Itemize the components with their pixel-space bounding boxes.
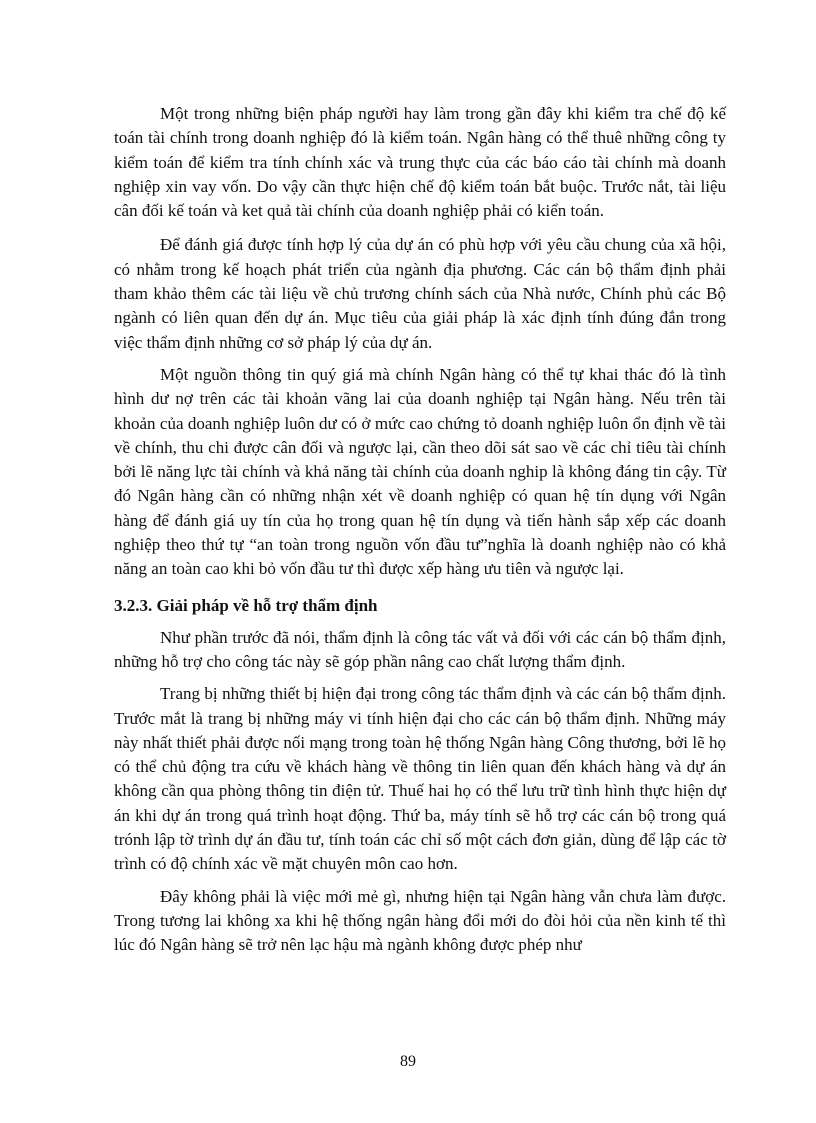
document-page xyxy=(114,102,726,970)
section-heading: 3.2.3. Giải pháp về hỗ trợ thẩm định xyxy=(114,595,378,615)
paragraph-project-legality: Để đánh giá được tính hợp lý của dự án có phù hợp với yêu cầu chung của xã hội, có nhằm trong kế hoạch phát triển của ngành địa phương. Các cán bộ thẩm định phải tham khảo thêm các tài liệu về chủ trương chính sách của Nhà nước, Chính phủ các Bộ ngành có liên quan đến dự án. Mục tiêu của giải pháp là xác định tính đúng đắn trong việc thẩm định những cơ sở pháp lý của dự án. xyxy=(114,235,726,352)
paragraph-appraisal-support: Như phần trước đã nói, thẩm định là công tác vất vả đối với các cán bộ thẩm định, những hỗ trợ cho công tác này sẽ góp phần nâng cao chất lượng thẩm định. xyxy=(114,627,726,671)
page-number: 89 xyxy=(400,1053,416,1070)
paragraph-audit: Một trong những biện pháp người hay làm trong gần đây khi kiểm tra chế độ kế toán tài chính trong doanh nghiệp đó là kiểm toán. Ngân hàng có thể thuê những công ty kiểm toán để kiểm tra tính chính xác và trung thực của các báo cáo tài chính mà doanh nghiệp xin vay vốn. Do vậy cần thực hiện chế độ kiểm toán bắt buộc. Trước nắt, tài liệu cân đối kế toán và ket quả tài chính của doanh nghiệp phải có kiển toán. xyxy=(114,104,726,221)
paragraph-modern-equipment: Trang bị những thiết bị hiện đại trong công tác thẩm định và các cán bộ thẩm định. Trước mắt là trang bị những máy vi tính hiện đại cho các cán bộ thẩm định. Những máy này nhất thiết phải được nối mạng trong toàn hệ thống Ngân hàng Công thương, bởi lẽ họ có thể chủ động tra cứu về khách hàng về thông tin liên quan đến khách hàng và dự án không cần qua phòng thông tin điện tử. Thuế hai họ có thể lưu trữ tình hình thực hiện dự án khi dự án trong quá trình hoạt động. Thứ ba, máy tính sẽ hỗ trợ các cán bộ trong quá trónh lập tờ trình dự án đầu tư, tính toán các chỉ số một cách đơn giản, dùng để lập các tờ trình có độ chính xác về mặt chuyên môn cao hơn. xyxy=(114,684,726,874)
paragraph-account-balance: Một nguồn thông tin quý giá mà chính Ngân hàng có thể tự khai thác đó là tình hình dư nợ trên các tài khoản vãng lai của doanh nghiệp tại Ngân hàng. Nếu trên tài khoản của doanh nghiệp luôn dư có ở mức cao chứng tỏ doanh nghiệp luôn ổn định về tài về chính, thu chi được cân đối và ngược lại, cần theo dõi sát sao về các chỉ tiêu tài chính bởi lẽ năng lực tài chính và khả năng tài chính của doanh nghip là không đáng tin cậy. Từ đó Ngân hàng cần có những nhận xét về doanh nghiệp có quan hệ tín dụng với Ngân hàng để đánh giá uy tín của họ trong quan hệ tín dụng và tiến hành sắp xếp các doanh nghiệp theo thứ tự “an toàn trong nguồn vốn đầu tư”nghĩa là doanh nghiệp nào có khả năng an toàn cao khi bỏ vốn đầu tư thì được xếp hàng ưu tiên và ngược lại. xyxy=(114,364,726,579)
paragraph-future-outlook: Đây không phải là việc mới mẻ gì, nhưng hiện tại Ngân hàng vẫn chưa làm được. Trong tương lai không xa khi hệ thống ngân hàng đổi mới do đòi hỏi của nền kinh tế thì lúc đó Ngân hàng sẽ trở nên lạc hậu mà ngành không được phép như xyxy=(114,886,726,955)
